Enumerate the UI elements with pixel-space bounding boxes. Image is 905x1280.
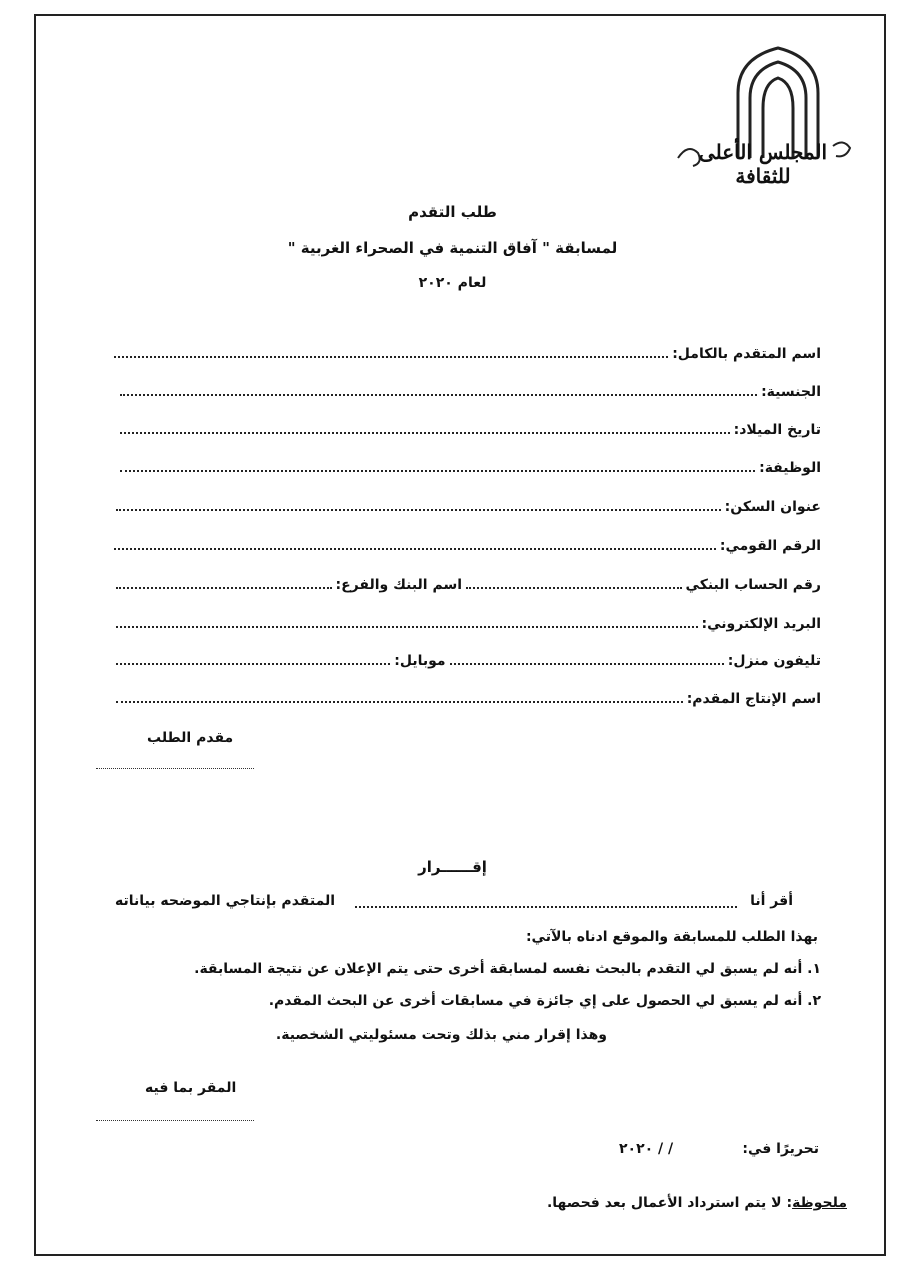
fill-line[interactable] bbox=[120, 432, 730, 434]
declaration-title: إقــــــرار bbox=[418, 858, 487, 876]
declarant-signature-label: المقر بما فيه bbox=[145, 1080, 237, 1096]
field-label: تليفون منزل: bbox=[727, 653, 821, 669]
field-job[interactable] bbox=[116, 460, 821, 476]
fill-line[interactable] bbox=[120, 470, 755, 472]
fill-line[interactable] bbox=[116, 509, 721, 511]
logo-text: المجلس الأعلى للثقافة bbox=[698, 140, 828, 188]
date-value[interactable]: ٢٠٢٠ / / bbox=[619, 1141, 674, 1157]
declaration-line1-end: المتقدم بإنتاجي الموضحه بياناته bbox=[115, 893, 336, 909]
field-email[interactable] bbox=[112, 616, 821, 632]
form-title: طلب التقدم bbox=[408, 203, 497, 221]
fill-line[interactable] bbox=[116, 626, 698, 628]
fill-line[interactable] bbox=[120, 394, 757, 396]
field-birth-date[interactable] bbox=[116, 422, 821, 438]
field-label: الوظيفة: bbox=[759, 460, 821, 476]
field-nationality[interactable] bbox=[116, 384, 821, 400]
applicant-signature-line[interactable] bbox=[96, 768, 254, 769]
applicant-signature-label: مقدم الطلب bbox=[147, 730, 234, 746]
note-label: ملحوظة bbox=[792, 1195, 847, 1211]
fill-line[interactable] bbox=[116, 587, 332, 589]
field-label: الرقم القومي: bbox=[719, 538, 821, 554]
dated-label: تحريرًا في: bbox=[742, 1141, 819, 1157]
declaration-item-2: ٢. أنه لم يسبق لي الحصول على إي جائزة في مسابقات أخرى عن البحث المقدم. bbox=[268, 993, 821, 1009]
fill-line[interactable] bbox=[466, 587, 682, 589]
declaration-line1-start: أقر أنا bbox=[750, 893, 793, 909]
field-label: عنوان السكن: bbox=[724, 499, 821, 515]
field-label: موبايل: bbox=[394, 653, 446, 669]
field-label: الجنسية: bbox=[761, 384, 821, 400]
field-address[interactable] bbox=[112, 499, 821, 515]
declaration-item-1: ١. أنه لم يسبق لي التقدم بالبحث نفسه لمسابقة أخرى حتى يتم الإعلان عن نتيجة المسابقة. bbox=[194, 961, 821, 977]
fill-line[interactable] bbox=[114, 548, 716, 550]
declaration-closing: وهذا إقرار مني بذلك وتحت مسئوليتي الشخصية. bbox=[275, 1027, 607, 1043]
competition-title: لمسابقة " آفاق التنمية في الصحراء الغربية " bbox=[287, 239, 618, 257]
field-label: تاريخ الميلاد: bbox=[733, 422, 821, 438]
page-border bbox=[34, 14, 886, 1256]
field-label: رقم الحساب البنكي bbox=[685, 577, 821, 593]
field-label: اسم البنك والفرع: bbox=[335, 577, 463, 593]
declarant-name-line[interactable] bbox=[355, 906, 737, 908]
field-phone[interactable] bbox=[112, 653, 821, 669]
declarant-signature-line[interactable] bbox=[96, 1120, 254, 1121]
field-label: البريد الإلكتروني: bbox=[701, 616, 821, 632]
field-full-name[interactable] bbox=[110, 346, 821, 362]
field-bank[interactable] bbox=[112, 577, 821, 593]
field-production-name[interactable] bbox=[112, 691, 821, 707]
note bbox=[547, 1195, 847, 1211]
field-label: اسم المتقدم بالكامل: bbox=[672, 346, 821, 362]
field-label: اسم الإنتاج المقدم: bbox=[686, 691, 821, 707]
field-national-id[interactable] bbox=[110, 538, 821, 554]
fill-line[interactable] bbox=[116, 663, 390, 665]
fill-line[interactable] bbox=[116, 701, 683, 703]
competition-year: لعام ٢٠٢٠ bbox=[418, 275, 487, 291]
fill-line[interactable] bbox=[114, 356, 668, 358]
fill-line[interactable] bbox=[450, 663, 724, 665]
declaration-line2: بهذا الطلب للمسابقة والموقع ادناه بالآتي: bbox=[525, 929, 818, 945]
note-text: : لا يتم استرداد الأعمال بعد فحصها. bbox=[546, 1195, 793, 1211]
